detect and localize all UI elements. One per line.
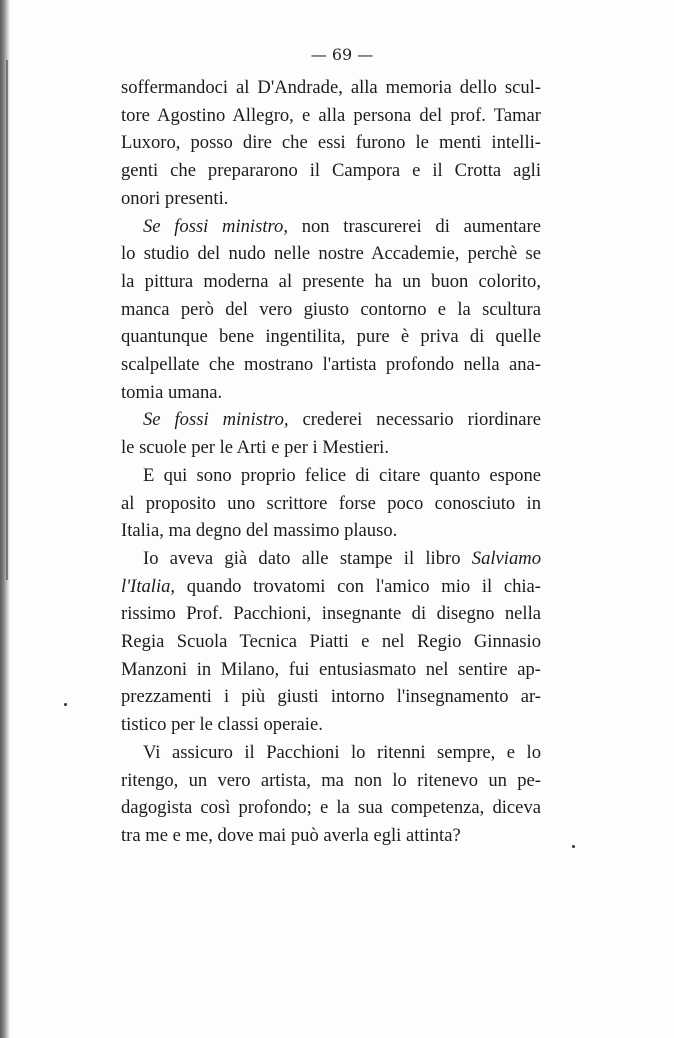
text-line: rissimo Prof. Pacchioni, insegnante di disegno nella [121, 603, 541, 625]
paper-speck [572, 845, 575, 848]
page-binding-edge [0, 0, 10, 1038]
text-line: tistico per le classi operaie. [121, 714, 323, 736]
text-line [121, 573, 541, 601]
text-line: Italia, ma degno del massimo plauso. [121, 520, 398, 542]
italic-title: Salviamo [471, 547, 541, 569]
italic-phrase: Se fossi ministro, [143, 409, 289, 431]
text-line [121, 213, 541, 241]
italic-phrase: Se fossi ministro, [143, 215, 288, 237]
text-fragment: quando trovatomi con l'amico mio il chia- [175, 575, 541, 597]
text-line: scalpellate che mostrano l'artista profondo nella ana- [121, 354, 541, 376]
text-line: Regia Scuola Tecnica Piatti e nel Regio Ginnasio [121, 631, 541, 653]
text-line: Luxoro, posso dire che essi furono le menti intelli- [121, 132, 541, 154]
text-line: onori presenti. [121, 187, 229, 209]
text-line [121, 406, 541, 434]
text-line: tomia umana. [121, 381, 223, 403]
text-fragment: Io aveva già dato alle stampe il libro [143, 547, 472, 569]
text-fragment: non trascurerei di aumentare [288, 215, 542, 237]
text-line: Vi assicuro il Pacchioni lo ritenni sempre, e lo [143, 741, 541, 763]
paragraph-6 [121, 739, 541, 850]
text-line: prezzamenti i più giusti intorno l'insegnamento ar- [121, 686, 541, 708]
body-text [121, 74, 541, 850]
paragraph-3 [121, 406, 541, 461]
text-line: genti che prepararono il Campora e il Crotta agli [121, 160, 541, 182]
text-line [121, 545, 541, 573]
text-line: le scuole per le Arti e per i Mestieri. [121, 437, 389, 459]
text-line: la pittura moderna al presente ha un buon colorito, [121, 270, 541, 292]
text-line: Manzoni in Milano, fui entusiasmato nel sentire ap- [121, 658, 541, 680]
paragraph-4 [121, 462, 541, 545]
paper-speck [64, 703, 67, 706]
text-line: E qui sono proprio felice di citare quanto espone [143, 464, 541, 486]
text-line: manca però del vero giusto contorno e la scultura [121, 298, 541, 320]
paragraph-2 [121, 213, 541, 407]
paragraph-1 [121, 74, 541, 213]
paragraph-5 [121, 545, 541, 739]
page-number: — 69 — [310, 45, 374, 64]
text-line: quantunque bene ingentilita, pure è priva di quelle [121, 326, 541, 348]
text-fragment: crederei necessario riordinare [288, 409, 541, 431]
binding-shadow [6, 60, 8, 580]
text-line: soffermandoci al D'Andrade, alla memoria dello scul- [121, 77, 541, 98]
text-line: al proposito uno scrittore forse poco conosciuto in [121, 492, 541, 514]
text-line: lo studio del nudo nelle nostre Accademie, perchè se [121, 243, 541, 265]
text-line: dagogista così profondo; e la sua competenza, diceva [121, 797, 541, 819]
text-line: ritengo, un vero artista, ma non lo ritenevo un pe- [121, 769, 541, 791]
text-line: tore Agostino Allegro, e alla persona del prof. Tamar [121, 104, 541, 126]
text-line: tra me e me, dove mai può averla egli attinta? [121, 824, 461, 846]
italic-title: l'Italia, [121, 575, 176, 597]
